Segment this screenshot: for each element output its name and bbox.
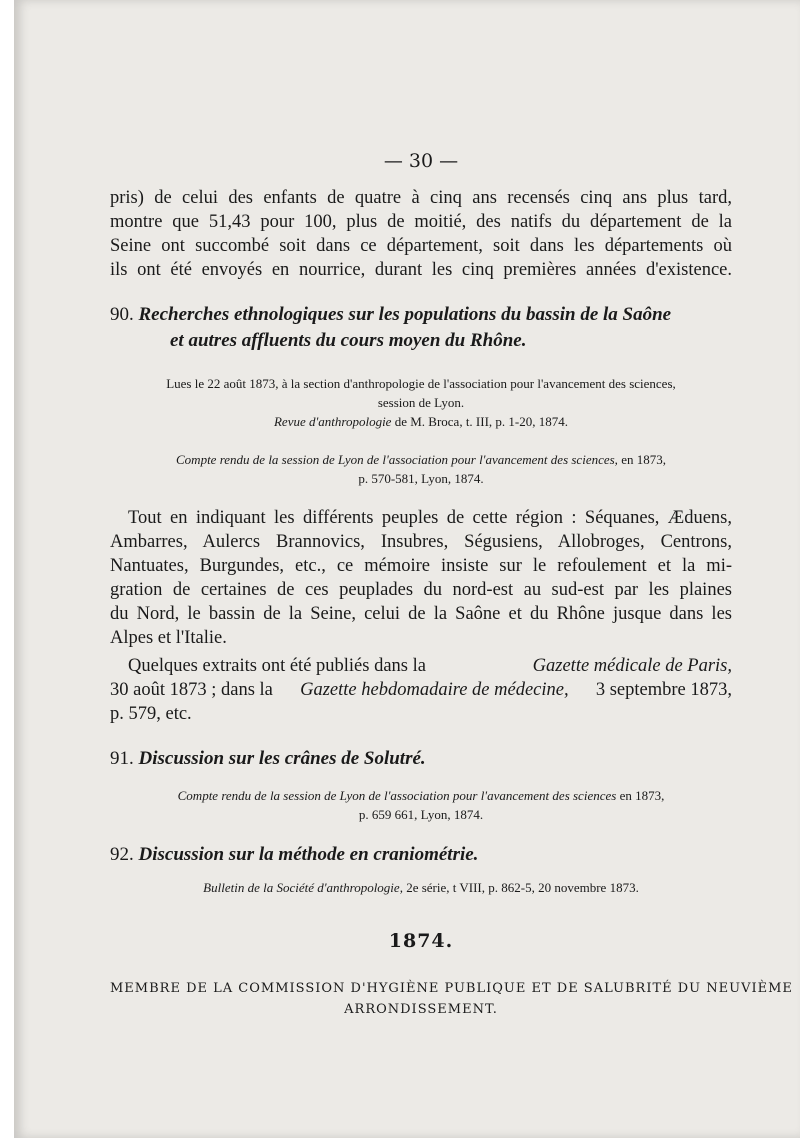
page-number: — 30 — (383, 150, 459, 172)
journal-name: Gazette médicale de Paris, (532, 656, 732, 676)
text-line: Tout en indiquant les différents peuples de cette région : Séquanes, Æduens, (128, 508, 732, 528)
membership-line: MEMBRE DE LA COMMISSION D'HYGIÈNE PUBLIQUE ET DE SALUBRITÉ DU NEUVIÈME (110, 981, 793, 996)
journal-name: Bulletin de la Société d'anthropologie, (203, 880, 403, 895)
text-line: Ambarres, Aulercs Brannovics, Insubres, Ségusiens, Allobroges, Centrons, (110, 532, 732, 552)
text-line: gration de certaines de ces peuplades du nord-est au sud-est par les plaines (110, 580, 732, 600)
compte-rendu-year: en 1873, (619, 788, 665, 803)
membership-note (110, 978, 793, 1020)
entry-91-compte-rendu (110, 786, 732, 824)
entry-title-line: et autres affluents du cours moyen du Rhône. (170, 330, 527, 351)
text-segment: Quelques extraits ont été publiés dans la (128, 656, 426, 676)
text-line: p. 579, etc. (110, 704, 192, 724)
entry-title-line: Recherches ethnologiques sur les populations du bassin de la Saône (138, 304, 672, 325)
note-line: session de Lyon. (377, 395, 465, 410)
text-segment: 3 septembre 1873, (595, 680, 732, 700)
entry-90-title (110, 302, 732, 354)
membership-line: ARRONDISSEMENT. (344, 1002, 498, 1017)
text-line: pris) de celui des enfants de quatre à cinq ans recensés cinq ans plus tard, (110, 188, 732, 208)
scanned-page (14, 0, 800, 1138)
entry-91-title (110, 746, 732, 772)
reference-detail: de M. Broca, t. III, p. 1-20, 1874. (394, 414, 569, 429)
journal-name: Gazette hebdomadaire de médecine, (300, 680, 569, 700)
entry-92-title (110, 842, 732, 868)
compte-rendu-title: Compte rendu de la session de Lyon de l'association pour l'avancement des sciences, (176, 452, 618, 467)
compte-rendu-pages: p. 570-581, Lyon, 1874. (358, 471, 484, 486)
text-line: Nantuates, Burgundes, etc., ce mémoire insiste sur le refoulement et la mi- (110, 556, 732, 576)
entry-number: 91. (110, 748, 134, 769)
text-line: Alpes et l'Italie. (110, 628, 227, 648)
text-line: ils ont été envoyés en nourrice, durant les cinq premières années d'existence. (110, 260, 732, 280)
entry-90-compte-rendu (110, 450, 732, 488)
text-line: montre que 51,43 pour 100, plus de moitié, des natifs du département de la (110, 212, 732, 232)
text-segment: 30 août 1873 ; dans la (110, 680, 273, 700)
compte-rendu-year: en 1873, (621, 452, 666, 467)
entry-92-reference (110, 878, 732, 897)
journal-name: Revue d'anthropologie (273, 414, 392, 429)
entry-title-line: Discussion sur la méthode en craniométrie. (138, 844, 479, 865)
year-heading: 1874. (388, 930, 454, 952)
paragraph-peuples (110, 506, 732, 650)
text-line: du Nord, le bassin de la Seine, celui de la Saône et du Rhône jusque dans les (110, 604, 732, 624)
compte-rendu-pages: p. 659 661, Lyon, 1874. (358, 807, 484, 822)
entry-90-note (110, 374, 732, 431)
entry-number: 90. (110, 304, 134, 325)
paragraph-continuation (110, 186, 732, 282)
entry-number: 92. (110, 844, 134, 865)
note-line: Lues le 22 août 1873, à la section d'anthropologie de l'association pour l'avancement des sciences, (166, 376, 676, 391)
entry-title-line: Discussion sur les crânes de Solutré. (138, 748, 426, 769)
paragraph-extraits (110, 654, 732, 726)
reference-detail: 2e série, t VIII, p. 862-5, 20 novembre 1873. (406, 880, 639, 895)
compte-rendu-title: Compte rendu de la session de Lyon de l'association pour l'avancement des sciences (177, 788, 617, 803)
text-line: Seine ont succombé soit dans ce département, soit dans les départements où (110, 236, 732, 256)
